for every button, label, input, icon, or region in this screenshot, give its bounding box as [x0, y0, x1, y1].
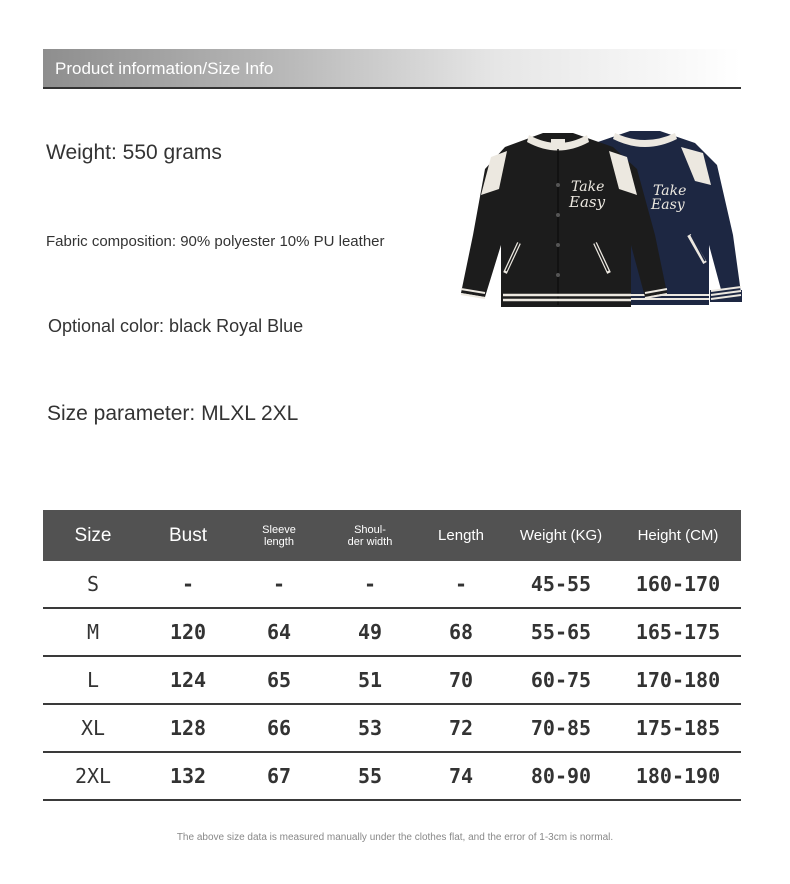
- cell-bust: 132: [143, 752, 233, 800]
- cell-height: 175-185: [615, 704, 741, 752]
- cell-shoulder: 53: [325, 704, 415, 752]
- table-row: [43, 704, 741, 752]
- size-info: Size parameter: MLXL 2XL: [47, 402, 299, 425]
- cell-length: 70: [415, 656, 507, 704]
- cell-height: 160-170: [615, 561, 741, 608]
- header-sleeve-line-2: length: [264, 535, 294, 548]
- cell-length: 74: [415, 752, 507, 800]
- product-image: [455, 125, 745, 310]
- cell-shoulder: 49: [325, 608, 415, 656]
- header-height: Height (CM): [615, 510, 741, 561]
- svg-text:Easy: Easy: [569, 193, 606, 211]
- header-weight: Weight (KG): [507, 510, 615, 561]
- measurement-footnote: The above size data is measured manually under the clothes flat, and the error of 1-3cm is normal.: [176, 832, 614, 843]
- cell-weight: 80-90: [507, 752, 615, 800]
- header-length: Length: [415, 510, 507, 561]
- cell-bust: -: [143, 561, 233, 608]
- cell-bust: 128: [143, 704, 233, 752]
- svg-text:Easy: Easy: [651, 197, 685, 213]
- cell-sleeve: 65: [233, 656, 325, 704]
- cell-shoulder: 51: [325, 656, 415, 704]
- fabric-info: Fabric composition: 90% polyester 10% PU leather: [46, 233, 385, 250]
- cell-height: 165-175: [615, 608, 741, 656]
- cell-shoulder: -: [325, 561, 415, 608]
- header-shoulder-line-2: der width: [347, 535, 393, 548]
- cell-height: 170-180: [615, 656, 741, 704]
- color-info: Optional color: black Royal Blue: [48, 316, 304, 336]
- header-shoulder-width: [325, 510, 415, 561]
- cell-shoulder: 55: [325, 752, 415, 800]
- header-shoulder-line-1: Shoul-: [354, 523, 386, 536]
- section-header: [43, 49, 741, 89]
- cell-size: M: [43, 608, 143, 656]
- cell-weight: 60-75: [507, 656, 615, 704]
- svg-text:Take: Take: [653, 183, 687, 199]
- cell-size: 2XL: [43, 752, 143, 800]
- cell-size: L: [43, 656, 143, 704]
- cell-bust: 124: [143, 656, 233, 704]
- section-title: Product information/Size Info: [55, 59, 274, 78]
- table-row: [43, 752, 741, 800]
- cell-length: -: [415, 561, 507, 608]
- varsity-jacket-icon: [455, 125, 745, 310]
- cell-sleeve: 66: [233, 704, 325, 752]
- cell-bust: 120: [143, 608, 233, 656]
- cell-weight: 55-65: [507, 608, 615, 656]
- table-header-row: [43, 510, 741, 561]
- size-chart-table: [43, 510, 741, 801]
- table-row: [43, 561, 741, 608]
- header-size: Size: [43, 510, 143, 561]
- header-sleeve-length: [233, 510, 325, 561]
- table-row: [43, 608, 741, 656]
- cell-sleeve: 64: [233, 608, 325, 656]
- cell-length: 68: [415, 608, 507, 656]
- svg-text:Take: Take: [571, 179, 605, 195]
- weight-info: Weight: 550 grams: [46, 141, 222, 164]
- cell-height: 180-190: [615, 752, 741, 800]
- cell-sleeve: -: [233, 561, 325, 608]
- header-sleeve-line-1: Sleeve: [262, 523, 296, 536]
- cell-sleeve: 67: [233, 752, 325, 800]
- cell-weight: 70-85: [507, 704, 615, 752]
- cell-size: S: [43, 561, 143, 608]
- table-row: [43, 656, 741, 704]
- cell-length: 72: [415, 704, 507, 752]
- cell-size: XL: [43, 704, 143, 752]
- cell-weight: 45-55: [507, 561, 615, 608]
- header-bust: Bust: [143, 510, 233, 561]
